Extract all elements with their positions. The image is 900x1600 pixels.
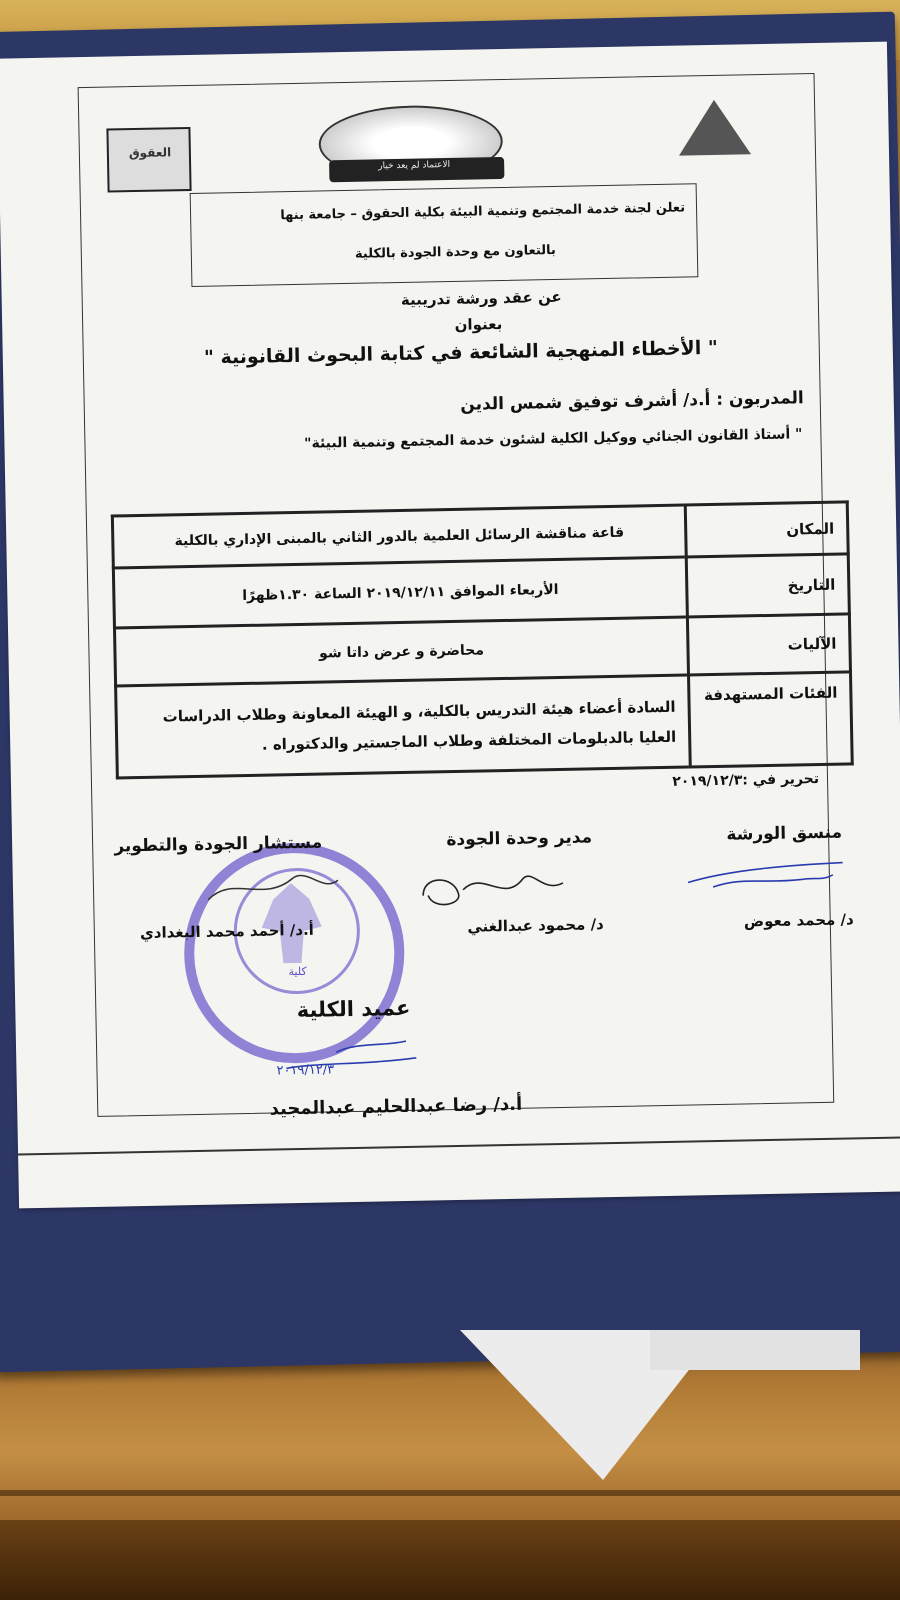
quality-advisor-name: أ.د/ أحمد محمد البغدادي [139,920,314,943]
announcement-line-1: تعلن لجنة خدمة المجتمع وتنمية البيئة بكلية الحقوق – جامعة بنها [280,200,686,224]
announcement-box [190,183,699,287]
quality-banner-text: الاعتماد لم يعد خيار [378,159,451,172]
methods-label: الآليات [687,614,850,675]
workshop-title: " الأخطاء المنهجية الشائعة في كتابة البحوث القانونية " [203,336,718,369]
announcement-line-2: بالتعاون مع وحدة الجودة بالكلية [354,242,556,262]
date-value: الأربعاء الموافق ٢٠١٩/١٢/١١ الساعة ١.٣٠ظهرًا [113,557,687,628]
document-page [0,42,900,1209]
issue-date: تحرير في :٢٠١٩/١٢/٣ [672,771,820,790]
quality-advisor-title: مستشار الجودة والتطوير [114,832,323,857]
workshop-details-table [111,500,854,779]
coordinator-signature [683,854,854,897]
faculty-logo-text: العقوق [128,145,172,161]
audience-text: السادة أعضاء هيئة التدريس بالكلية، و الهيئة المعاونة وطلاب الدراسات العليا بالدبلومات المختلفة وطلاب الماجستير والدكتوراه . [162,697,677,754]
coordinator-title: منسق الورشة [726,822,843,845]
page-bottom-rule [18,1136,900,1155]
coordinator-name: د/ محمد معوض [743,910,854,931]
date-label: التاريخ [686,554,849,617]
table-row [116,672,853,778]
university-logo [678,99,751,155]
dean-name: أ.د/ رضا عبدالحليم عبدالمجيد [269,1093,523,1120]
quality-advisor-signature [203,862,344,915]
trainer-role: " أستاذ القانون الجنائي ووكيل الكلية لشئون خدمة المجتمع وتنمية البيئة" [304,426,803,452]
quality-director-name: د/ محمود عبدالغني [467,915,604,936]
location-value: قاعة مناقشة الرسائل العلمية بالدور الثاني بالمبنى الإداري بالكلية [112,505,686,568]
workshop-subtitle: بعنوان [454,315,503,334]
methods-value: محاضرة و عرض داتا شو [114,617,688,686]
dean-title: عميد الكلية [296,995,411,1023]
quality-director-title: مدير وحدة الجودة [446,827,593,851]
faculty-logo [106,127,191,193]
paper-edge [650,1330,860,1370]
location-label: المكان [685,502,848,557]
workshop-intro: عن عقد ورشة تدريبية [400,287,562,309]
dean-signature-date: ٢٠١٩/١٢/٣ [276,1062,335,1079]
stamp-label: كلية [288,964,307,979]
trainer-line: المدربون : أ.د/ أشرف توفيق شمس الدين [460,388,804,415]
desk-surface-bottom [0,1330,900,1600]
quality-director-signature [413,863,574,916]
audience-label: الفئات المستهدفة [689,672,853,767]
audience-value [116,675,691,778]
